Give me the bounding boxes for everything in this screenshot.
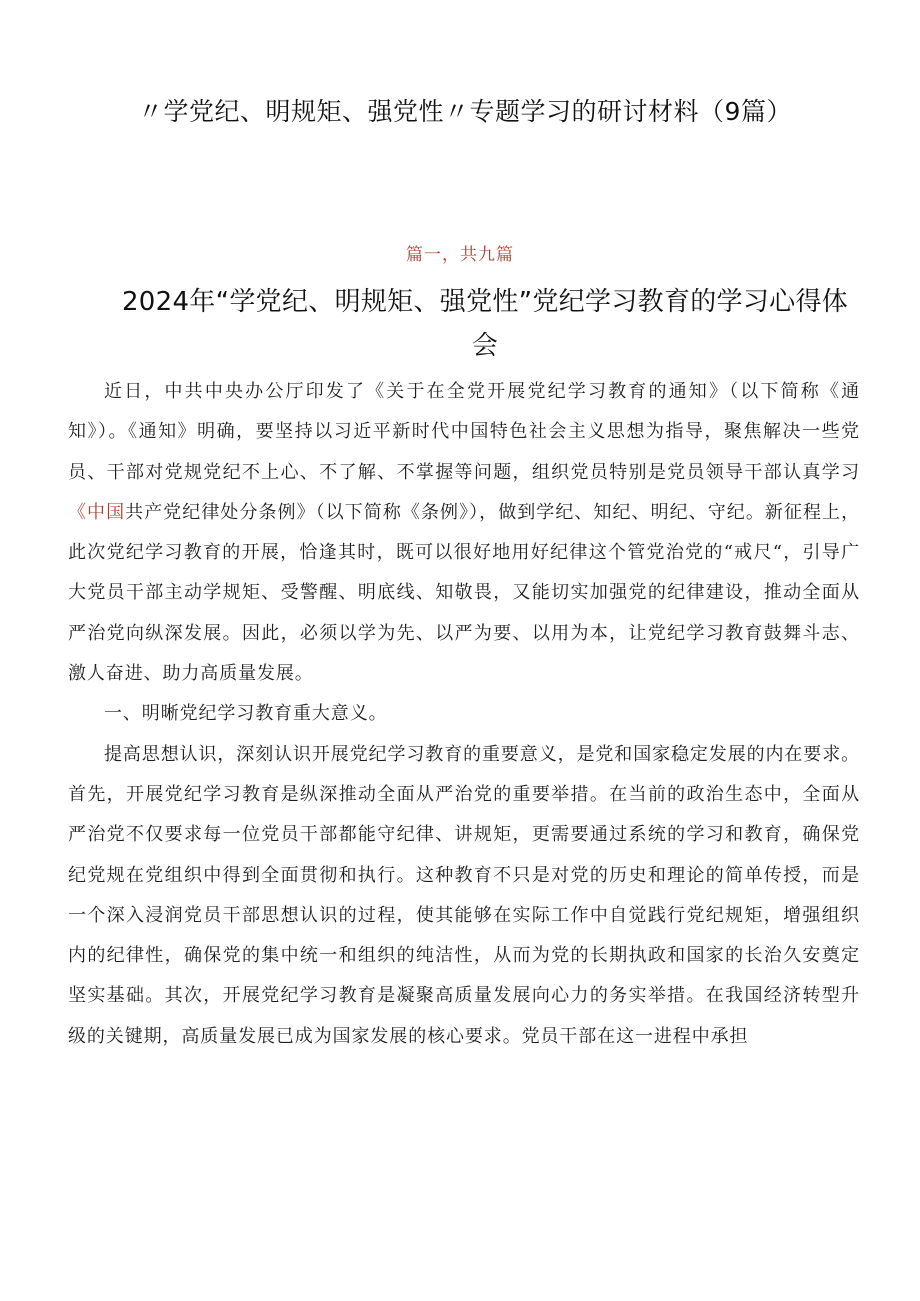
section-label: 篇一，共九篇: [406, 245, 514, 265]
highlighted-text: 《中国: [68, 501, 126, 523]
paragraph-intro: [68, 372, 860, 694]
article-title: 2024年“学党纪、明规矩、强党性”党纪学习教育的学习心得体会: [121, 287, 849, 361]
document-title: 〃学党纪、明规矩、强党性〃专题学习的研讨材料（9篇）: [138, 97, 792, 126]
article-body: [68, 372, 860, 1057]
paragraph-intro-text-before: 近日，中共中央办公厅印发了《关于在全党开展党纪学习教育的通知》（以下简称《通知》）。《通知》明确，要坚持以习近平新时代中国特色社会主义思想为指导，聚焦解决一些党员、干部对党规党纪不上心、不了解、不掌握等问题，组织党员特别是党员领导干部认真学习: [68, 381, 860, 483]
section-heading-1: 一、明晰党纪学习教育重大意义。: [104, 703, 388, 725]
paragraph-intro-text-after: 共产党纪律处分条例》（以下简称《条例》），做到学纪、知纪、明纪、守纪。新征程上，此次党纪学习教育的开展，恰逢其时，既可以很好地用好纪律这个管党治党的“戒尺“，引导广大党员干部主动学规矩、受警醒、明底线、知敬畏，又能切实加强党的纪律建设，推动全面从严治党向纵深发展。因此，必须以学为先、以严为要、以用为本，让党纪学习教育鼓舞斗志、激人奋进、助力高质量发展。: [68, 501, 860, 685]
paragraph-significance: 提高思想认识，深刻认识开展党纪学习教育的重要意义，是党和国家稳定发展的内在要求。首先，开展党纪学习教育是纵深推动全面从严治党的重要举措。在当前的政治生态中，全面从严治党不仅要求每一位党员干部都能守纪律、讲规矩，更需要通过系统的学习和教育，确保党纪党规在党组织中得到全面贯彻和执行。这种教育不只是对党的历史和理论的简单传授，而是一个深入浸润党员干部思想认识的过程，使其能够在实际工作中自觉践行党纪规矩，增强组织内的纪律性，确保党的集中统一和组织的纯洁性，从而为党的长期执政和国家的长治久安奠定坚实基础。其次，开展党纪学习教育是凝聚高质量发展向心力的务实举措。在我国经济转型升级的关键期，高质量发展已成为国家发展的核心要求。党员干部在这一进程中承担: [68, 743, 860, 1047]
